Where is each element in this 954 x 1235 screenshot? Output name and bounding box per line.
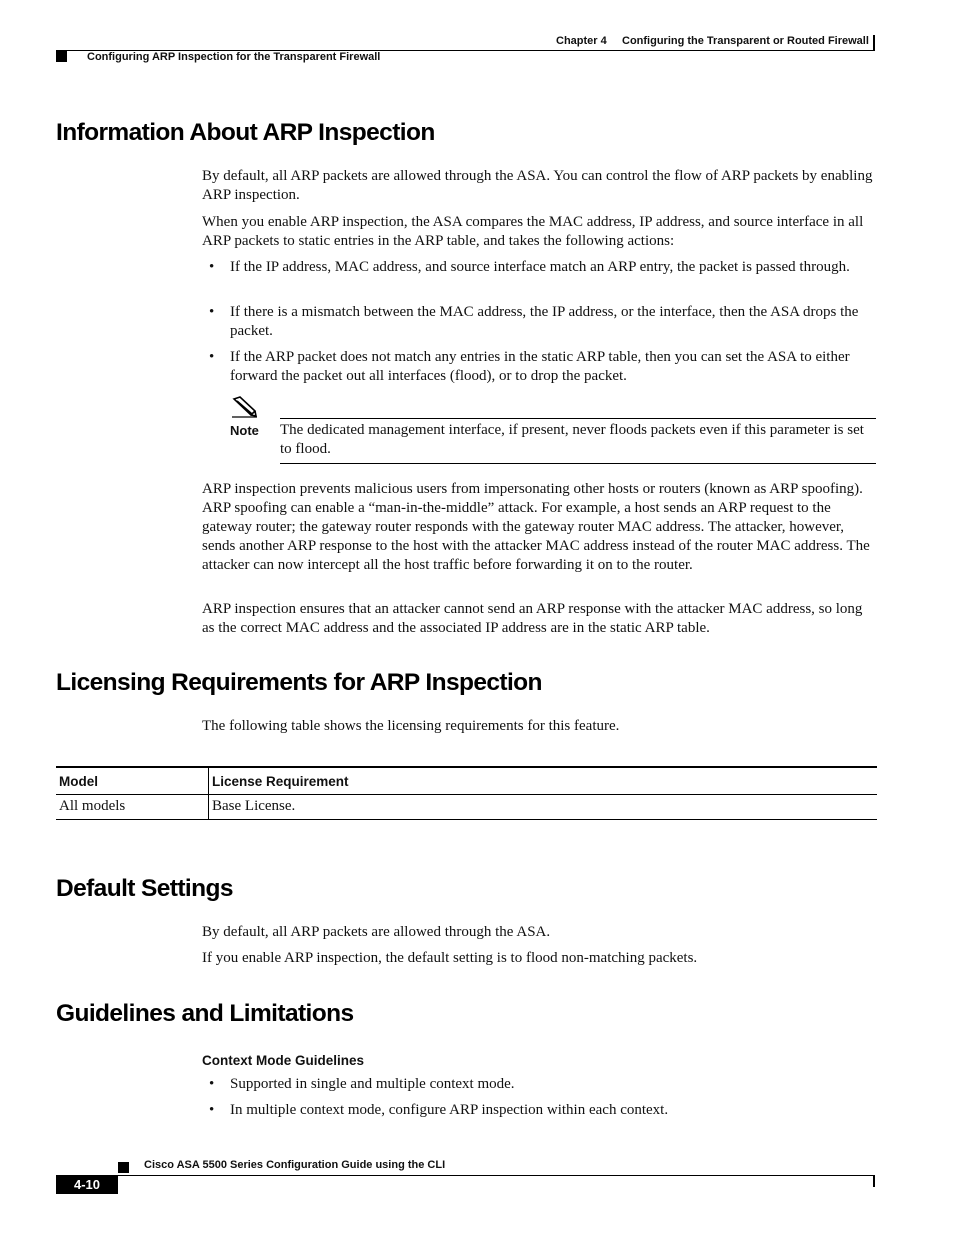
- footer-guide-title: Cisco ASA 5500 Series Configuration Guide using the CLI: [144, 1159, 446, 1171]
- pencil-icon: [230, 396, 258, 418]
- bullet-icon: •: [209, 1076, 215, 1092]
- section-title-licensing: Licensing Requirements for ARP Inspection: [56, 669, 542, 696]
- list-item: [202, 1075, 876, 1094]
- note-top-rule: [280, 418, 876, 419]
- bullet-icon: •: [209, 259, 215, 275]
- bullet-icon: •: [209, 349, 215, 365]
- info-paragraph-4: ARP inspection ensures that an attacker cannot send an ARP response with the attacker MAC address, so long as the correct MAC address and the associated IP address are in the static ARP table.: [202, 601, 863, 636]
- licensing-paragraph: The following table shows the licensing requirements for this feature.: [202, 718, 620, 734]
- info-paragraph-3: ARP inspection prevents malicious users from impersonating other hosts or routers (known as ARP spoofing). ARP spoofing can enable a “man-in-the-middle” attack. For example, a host sends an ARP request to the gateway router; the gateway router responds with the gateway router MAC address. The attacker, however, sends another ARP response to the host with the attacker MAC address instead of the router MAC address. The attacker can now intercept all the host traffic before forwarding it on to the router.: [202, 481, 870, 573]
- footer-rule: [118, 1175, 875, 1176]
- context-mode-subheading: Context Mode Guidelines: [202, 1053, 365, 1068]
- header-section-title: Configuring ARP Inspection for the Transparent Firewall: [87, 51, 381, 63]
- list-item: [202, 1101, 876, 1120]
- list-item: [202, 303, 876, 341]
- bullet-icon: •: [209, 1102, 215, 1118]
- note-bottom-rule: [280, 463, 876, 464]
- list-item: [202, 258, 876, 277]
- list-item-text: If the ARP packet does not match any entries in the static ARP table, then you can set the ASA to either forward the packet out all interfaces (flood), or to drop the packet.: [230, 349, 850, 384]
- column-header-model: Model: [56, 767, 209, 795]
- table-cell-license: Base License.: [209, 795, 878, 820]
- header-chapter-title: Configuring the Transparent or Routed Firewall: [622, 35, 869, 47]
- list-item-text: If there is a mismatch between the MAC address, the IP address, or the interface, then the ASA drops the packet.: [230, 304, 859, 339]
- licensing-table: [56, 766, 877, 820]
- header-chapter-label: Chapter 4: [556, 35, 607, 47]
- list-item: [202, 348, 876, 386]
- note-text: The dedicated management interface, if present, never floods packets even if this parameter is set to flood.: [280, 422, 864, 457]
- header-square-marker: [56, 51, 67, 62]
- table-row: [56, 795, 877, 820]
- bullet-icon: •: [209, 304, 215, 320]
- section-title-guidelines: Guidelines and Limitations: [56, 1000, 354, 1027]
- info-paragraph-2: When you enable ARP inspection, the ASA compares the MAC address, IP address, and source interface in all ARP packets to static entries in the ARP table, and takes the following actions:: [202, 214, 864, 249]
- list-item-text: Supported in single and multiple context mode.: [230, 1076, 515, 1092]
- list-item-text: In multiple context mode, configure ARP inspection within each context.: [230, 1102, 669, 1118]
- info-paragraph-1: By default, all ARP packets are allowed through the ASA. You can control the flow of ARP packets by enabling ARP inspection.: [202, 168, 873, 203]
- table-cell-model: All models: [56, 795, 209, 820]
- table-header-row: [56, 767, 877, 795]
- defaults-paragraph-2: If you enable ARP inspection, the default setting is to flood non-matching packets.: [202, 950, 698, 966]
- note-label: Note: [230, 423, 259, 438]
- header-right-bar: [873, 35, 875, 50]
- defaults-paragraph-1: By default, all ARP packets are allowed through the ASA.: [202, 924, 551, 940]
- column-header-license: License Requirement: [209, 767, 878, 795]
- section-title-defaults: Default Settings: [56, 875, 233, 902]
- footer-right-bar: [873, 1175, 875, 1187]
- section-title-information: Information About ARP Inspection: [56, 119, 435, 146]
- footer-square-marker: [118, 1162, 129, 1173]
- page-number: 4-10: [56, 1175, 118, 1194]
- list-item-text: If the IP address, MAC address, and source interface match an ARP entry, the packet is passed through.: [230, 259, 850, 275]
